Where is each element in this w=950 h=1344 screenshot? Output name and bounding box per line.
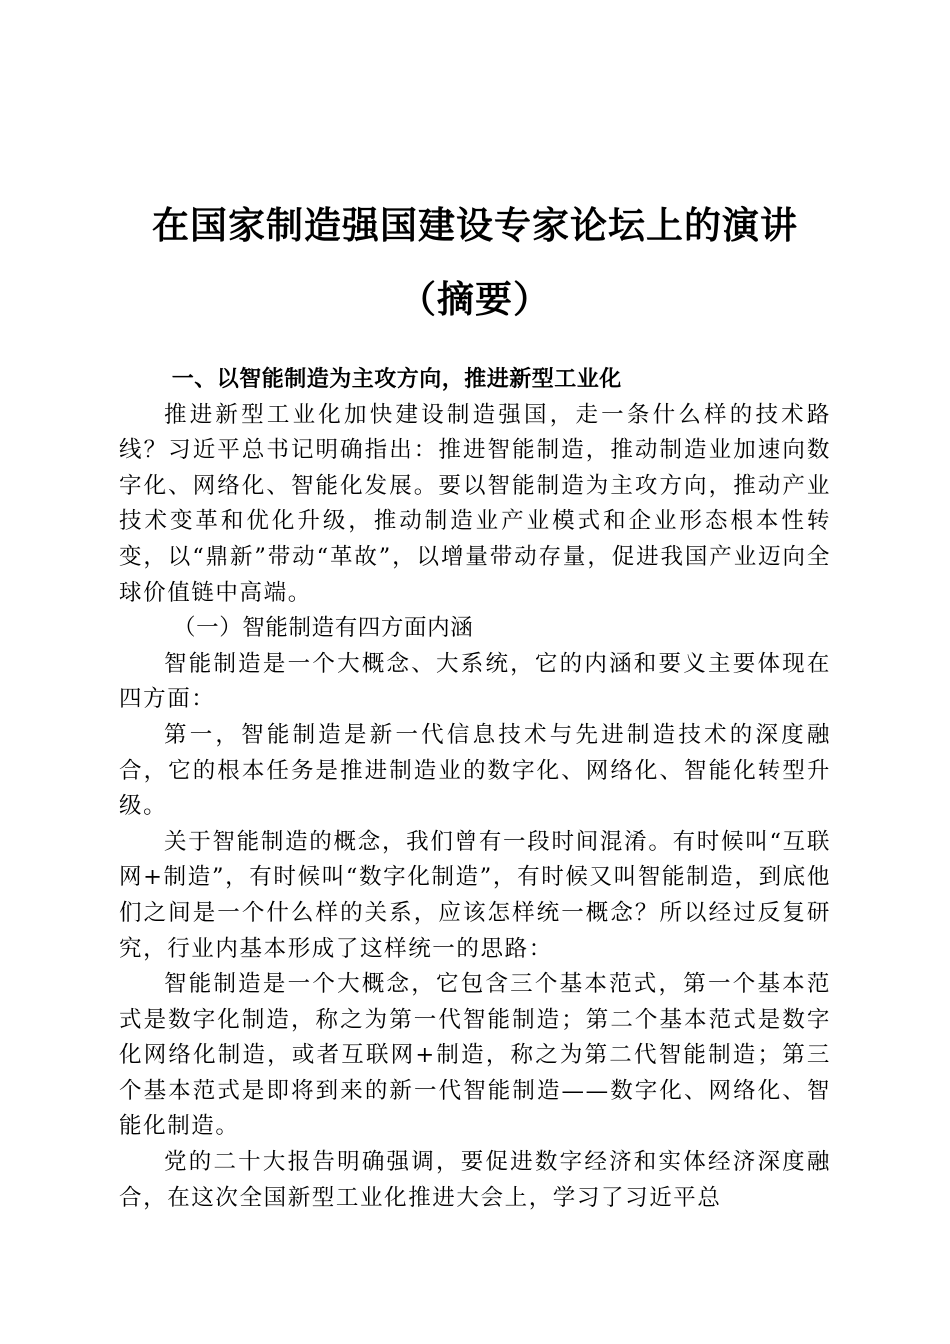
paragraph: 智能制造是一个大概念，它包含三个基本范式，第一个基本范式是数字化制造，称之为第一代智能制造；第二个基本范式是数字化网络化制造，或者互联网+制造，称之为第二代智能制造；第三个基本范式是即将到来的新一代智能制造——数字化、网络化、智能化制造。 <box>119 971 831 1140</box>
section-heading: 一、以智能制造为主攻方向，推进新型工业化 <box>171 367 622 392</box>
subsection-heading: （一）智能制造有四方面内涵 <box>173 615 474 642</box>
paragraph: 党的二十大报告明确强调，要促进数字经济和实体经济深度融合，在这次全国新型工业化推进大会上，学习了习近平总 <box>119 1149 831 1211</box>
document-body <box>119 362 831 1216</box>
paragraph: 第一，智能制造是新一代信息技术与先进制造技术的深度融合，它的根本任务是推进制造业的数字化、网络化、智能化转型升级。 <box>119 721 831 820</box>
document-title: 在国家制造强国建设专家论坛上的演讲（摘要） <box>152 203 798 321</box>
paragraph: 关于智能制造的概念，我们曾有一段时间混淆。有时候叫“互联网+制造”，有时候叫“数字化制造”，有时候又叫智能制造，到底他们之间是一个什么样的关系，应该怎样统一概念？所以经过反复研究，行业内基本形成了这样统一的思路： <box>119 828 831 962</box>
paragraph: 推进新型工业化加快建设制造强国，走一条什么样的技术路线？习近平总书记明确指出：推进智能制造，推动制造业加速向数字化、网络化、智能化发展。要以智能制造为主攻方向，推动产业技术变革和优化升级，推动制造业产业模式和企业形态根本性转变，以“鼎新”带动“革故”，以增量带动存量，促进我国产业迈向全球价值链中高端。 <box>119 401 831 606</box>
paragraph: 智能制造是一个大概念、大系统，它的内涵和要义主要体现在四方面： <box>119 650 831 713</box>
